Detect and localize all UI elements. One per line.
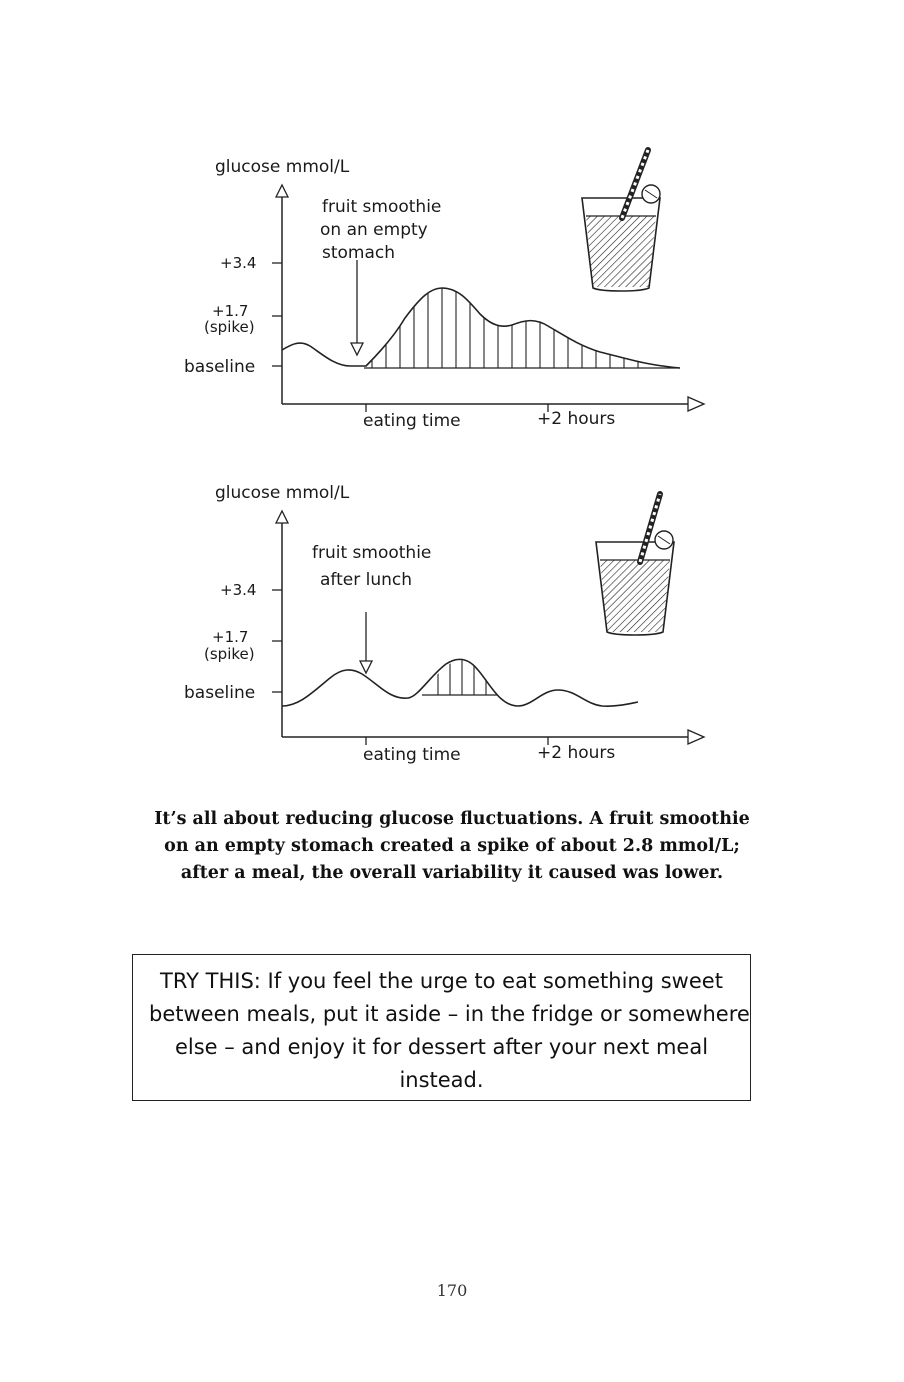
- try-this-line: between meals, put it aside – in the fridge or somewhere: [149, 1002, 750, 1026]
- figure-empty-stomach: [184, 150, 704, 431]
- annotation-line-2: after lunch: [320, 570, 413, 590]
- tick-label-baseline: baseline: [184, 357, 256, 377]
- try-this-line: TRY THIS: If you feel the urge to eat something sweet: [160, 969, 723, 993]
- figure-caption: [140, 806, 764, 887]
- x-label-plus-2-hours: +2 hours: [537, 743, 616, 763]
- page-number: 170: [436, 1281, 468, 1300]
- caption-line: It’s all about reducing glucose fluctuations. A fruit smoothie: [154, 809, 750, 829]
- x-axis-arrow-icon: [688, 397, 704, 411]
- tick-label-1-7: +1.7: [212, 628, 249, 646]
- arrow-down-icon: [351, 343, 363, 355]
- x-label-plus-2-hours: +2 hours: [537, 409, 616, 429]
- spike-area-hatching: [372, 280, 638, 370]
- tick-label-3-4: +3.4: [220, 581, 257, 599]
- glucose-curve: [282, 288, 680, 368]
- annotation-line-3: stomach: [322, 243, 396, 263]
- caption-line: on an empty stomach created a spike of about 2.8 mmol/L;: [164, 836, 740, 856]
- smoothie-glass-icon: [580, 150, 670, 295]
- caption-line: after a meal, the overall variability it caused was lower.: [180, 863, 724, 883]
- annotation-line-2: on an empty: [320, 220, 428, 240]
- x-axis-arrow-icon: [688, 730, 704, 744]
- try-this-line: else – and enjoy it for dessert after your next meal: [174, 1035, 709, 1059]
- x-label-eating-time: eating time: [363, 745, 461, 765]
- try-this-box: [132, 954, 751, 1101]
- tick-label-spike: (spike): [204, 645, 255, 663]
- arrow-down-icon: [360, 661, 372, 673]
- tick-label-1-7: +1.7: [212, 302, 249, 320]
- y-axis-arrow-icon: [276, 511, 288, 523]
- smoothie-glass-icon: [595, 494, 685, 655]
- y-axis-arrow-icon: [276, 185, 288, 197]
- annotation-line-1: fruit smoothie: [312, 543, 432, 563]
- tick-label-3-4: +3.4: [220, 254, 257, 272]
- y-axis-title: glucose mmol/L: [215, 157, 350, 177]
- y-axis-title: glucose mmol/L: [215, 483, 350, 503]
- spike-area-hatching: [438, 650, 486, 700]
- glucose-curve: [282, 659, 638, 706]
- try-this-line: instead.: [399, 1068, 484, 1092]
- annotation-line-1: fruit smoothie: [322, 197, 442, 217]
- figure-after-lunch: [184, 483, 704, 765]
- tick-label-spike: (spike): [204, 318, 255, 336]
- x-label-eating-time: eating time: [363, 411, 461, 431]
- tick-label-baseline: baseline: [184, 683, 256, 703]
